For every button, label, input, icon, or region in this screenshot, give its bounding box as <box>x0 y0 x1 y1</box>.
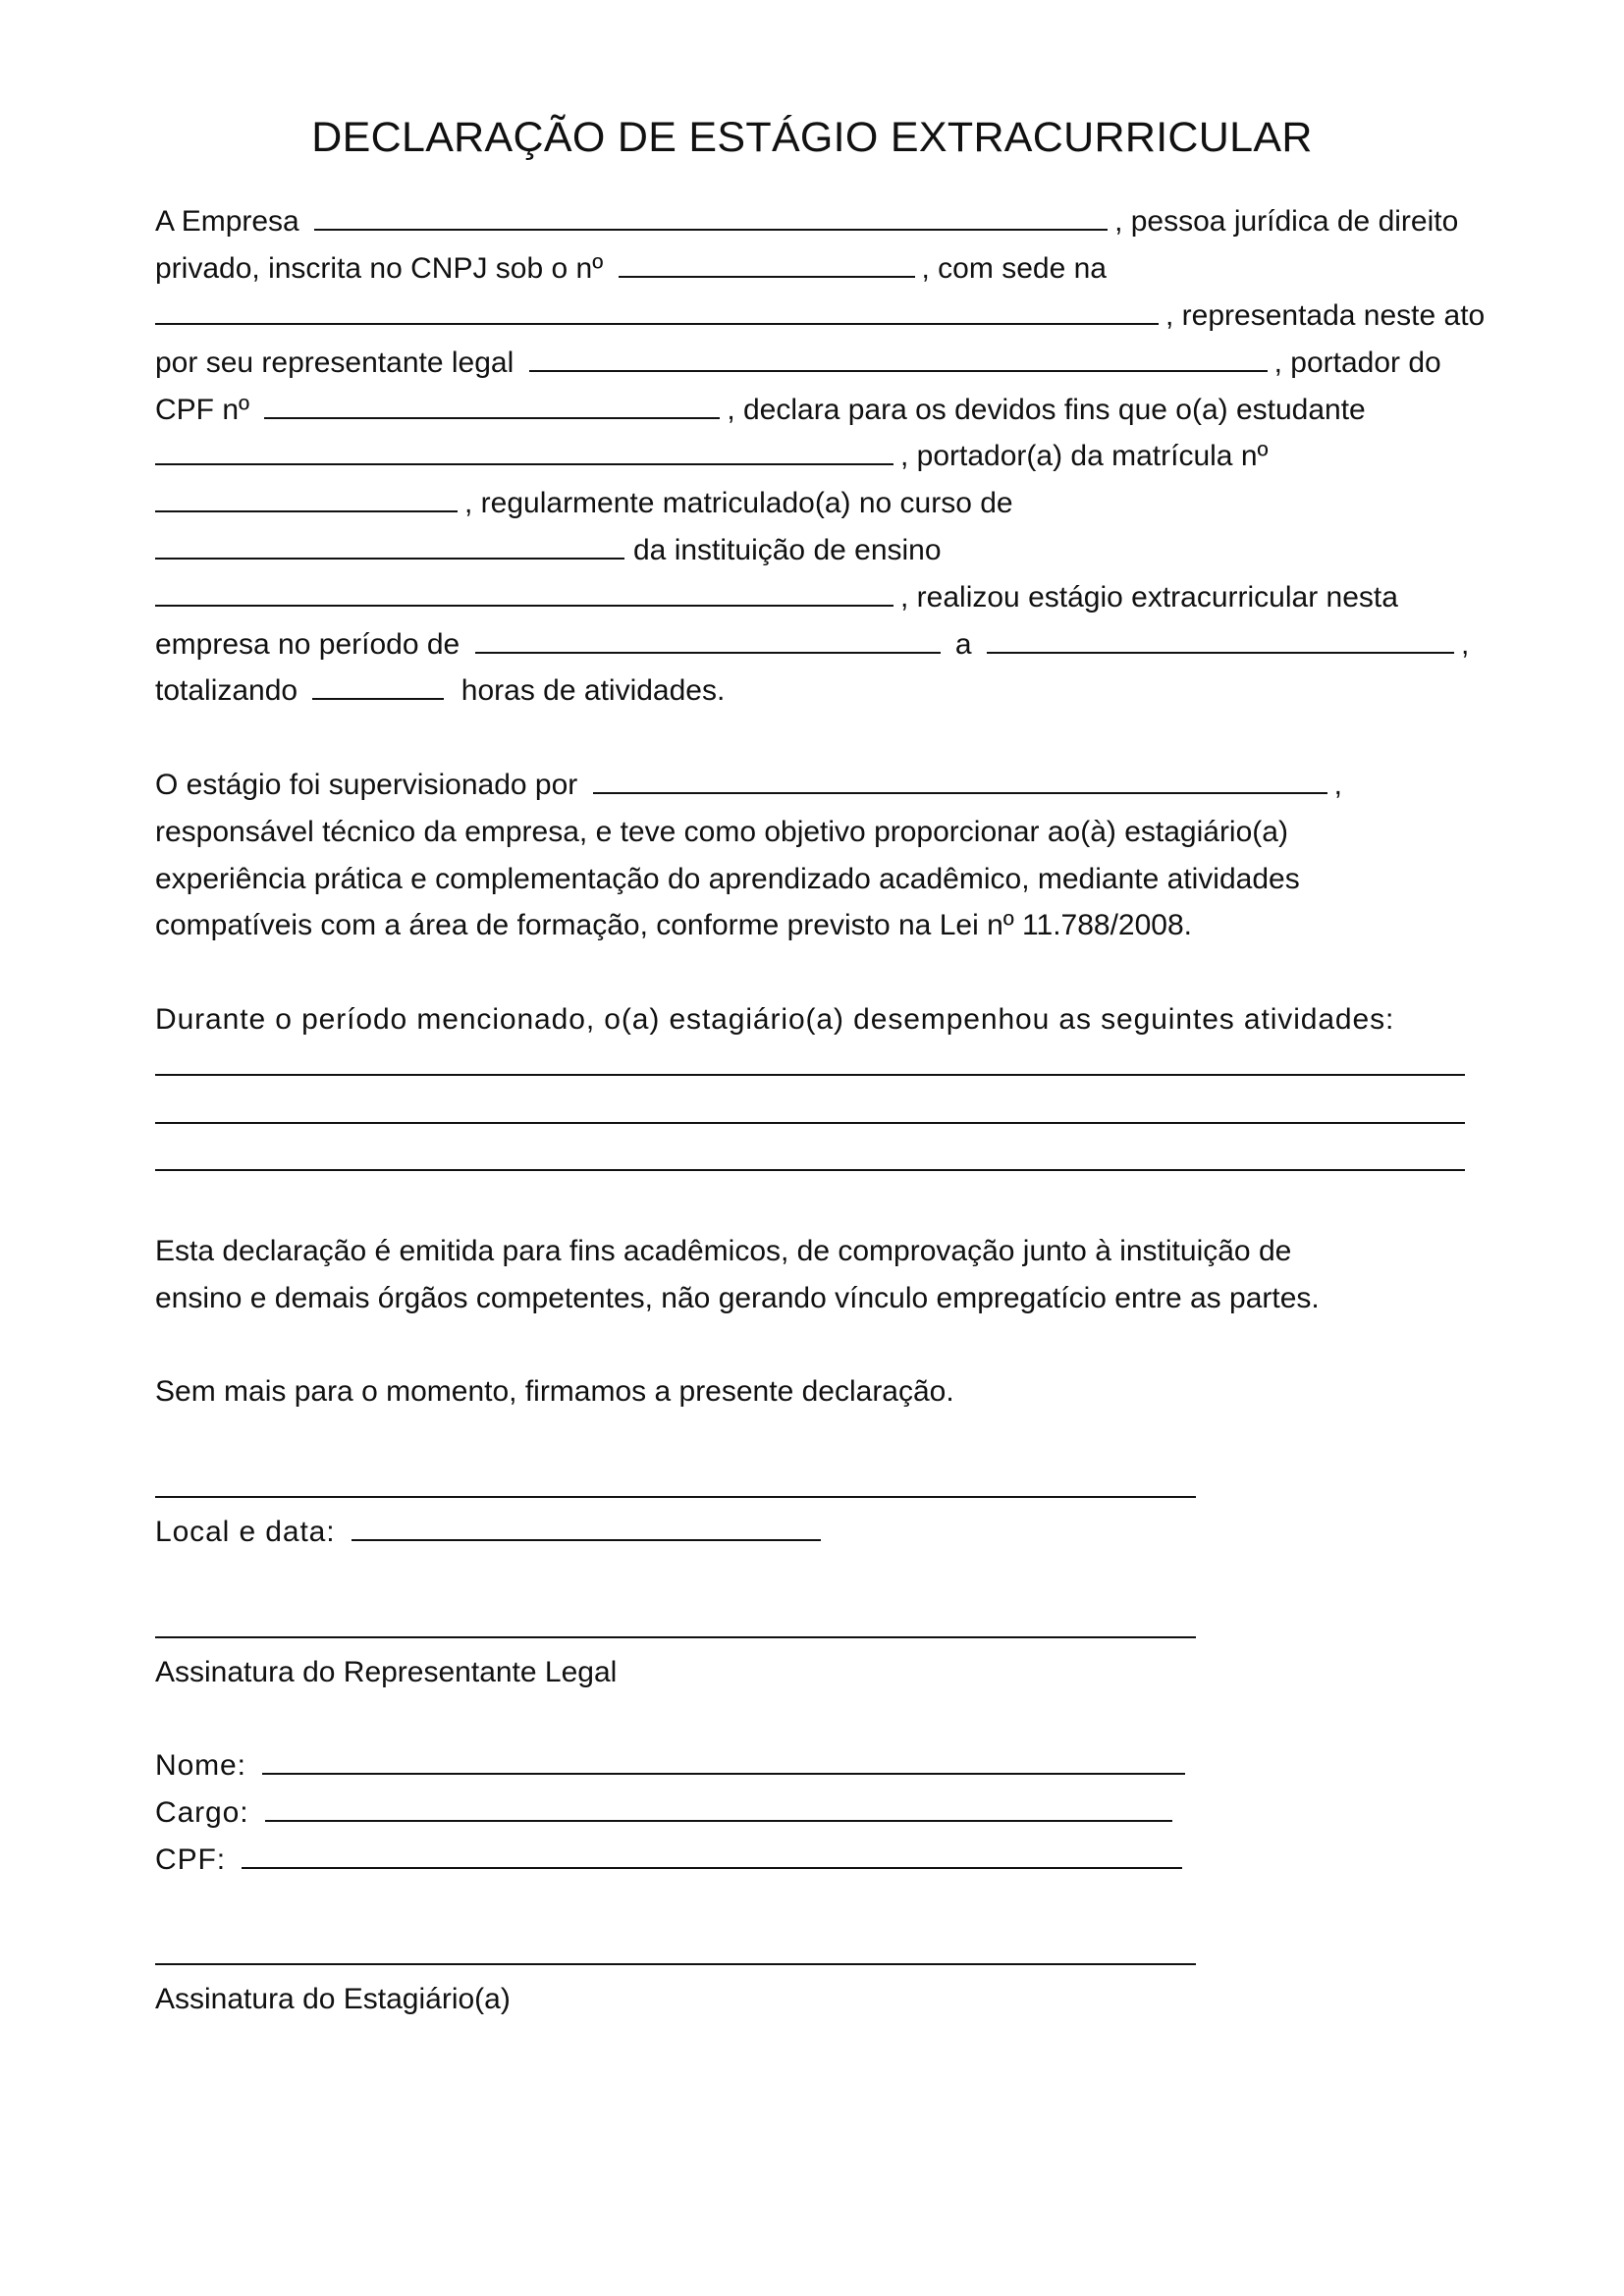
activities-line-1[interactable] <box>155 1074 1465 1076</box>
intro-text: , <box>1460 628 1470 661</box>
cpf-label: CPF: <box>155 1843 226 1876</box>
supervision-line-1 <box>155 768 1342 803</box>
activities-line-3[interactable] <box>155 1169 1465 1171</box>
intro-text: , representada neste ato <box>1165 299 1486 332</box>
intro-text: horas de atividades. <box>460 674 726 707</box>
closing-text: Sem mais para o momento, firmamos a presente declaração. <box>155 1375 954 1408</box>
intro-text: totalizando <box>155 674 298 707</box>
company-name-field[interactable] <box>314 207 1108 231</box>
intro-line-9 <box>155 580 1398 615</box>
legal-representative-field[interactable] <box>529 348 1268 372</box>
intro-line-7 <box>155 486 1013 521</box>
intern-signature-line[interactable] <box>155 1963 1196 1965</box>
supervisor-field[interactable] <box>593 771 1327 794</box>
supervision-text: O estágio foi supervisionado por <box>155 769 578 801</box>
local-data-line <box>155 1515 828 1550</box>
intro-line-1 <box>155 204 1458 240</box>
purpose-line-2: ensino e demais órgãos competentes, não gerando vínculo empregatício entre as partes. <box>155 1282 1320 1314</box>
intro-text: , realizou estágio extracurricular nesta <box>900 581 1398 614</box>
registration-number-field[interactable] <box>155 489 458 512</box>
intro-line-2 <box>155 251 1107 287</box>
intro-text: por seu representante legal <box>155 347 514 379</box>
supervision-text: , <box>1333 769 1342 801</box>
representative-signature-label: Assinatura do Representante Legal <box>155 1656 618 1688</box>
supervision-line-4: compatíveis com a área de formação, conforme previsto na Lei nº 11.788/2008. <box>155 909 1192 941</box>
intro-line-3 <box>155 298 1485 334</box>
intro-text: , regularmente matriculado(a) no curso de <box>464 487 1013 519</box>
supervision-line-3: experiência prática e complementação do aprendizado acadêmico, mediante atividades <box>155 863 1300 895</box>
intro-text: privado, inscrita no CNPJ sob o nº <box>155 252 604 285</box>
document-title: DECLARAÇÃO DE ESTÁGIO EXTRACURRICULAR <box>311 114 1313 161</box>
cargo-line <box>155 1795 1179 1831</box>
period-end-field[interactable] <box>987 630 1454 654</box>
company-address-field[interactable] <box>155 301 1159 325</box>
supervision-line-2: responsável técnico da empresa, e teve como objetivo proporcionar ao(à) estagiário(a) <box>155 816 1288 848</box>
intro-text: , pessoa jurídica de direito <box>1114 205 1459 238</box>
local-data-field[interactable] <box>352 1518 821 1541</box>
representative-signature-line[interactable] <box>155 1636 1196 1638</box>
cpf-field[interactable] <box>242 1845 1182 1869</box>
institution-field[interactable] <box>155 583 893 607</box>
intro-line-4 <box>155 346 1441 381</box>
intern-signature-label: Assinatura do Estagiário(a) <box>155 1983 511 2015</box>
intro-text: empresa no período de <box>155 628 460 661</box>
intro-text: , declara para os devidos fins que o(a) estudante <box>727 394 1366 426</box>
intro-text: , portador do <box>1273 347 1441 379</box>
cpf-line <box>155 1842 1189 1878</box>
activities-line-2[interactable] <box>155 1122 1465 1124</box>
intro-text: a <box>954 628 972 661</box>
purpose-line-1: Esta declaração é emitida para fins acadêmicos, de comprovação junto à instituição de <box>155 1235 1292 1267</box>
representative-cpf-field[interactable] <box>264 396 720 419</box>
intro-text: da instituição de ensino <box>633 534 942 566</box>
intro-line-6 <box>155 439 1268 474</box>
intro-text: , com sede na <box>921 252 1107 285</box>
activities-heading: Durante o período mencionado, o(a) estagiário(a) desempenhou as seguintes atividades: <box>155 1003 1395 1036</box>
course-field[interactable] <box>155 536 624 560</box>
total-hours-field[interactable] <box>312 676 444 700</box>
intro-line-8 <box>155 533 942 568</box>
nome-field[interactable] <box>262 1751 1185 1775</box>
period-start-field[interactable] <box>475 630 941 654</box>
cargo-label: Cargo: <box>155 1796 249 1829</box>
student-name-field[interactable] <box>155 442 893 465</box>
signature-line-top[interactable] <box>155 1496 1196 1498</box>
intro-line-10 <box>155 627 1469 663</box>
intro-text: CPF nº <box>155 394 249 426</box>
cnpj-field[interactable] <box>619 254 915 278</box>
intro-line-5 <box>155 393 1366 428</box>
nome-line <box>155 1748 1192 1784</box>
intro-text: , portador(a) da matrícula nº <box>900 440 1269 472</box>
intro-line-11 <box>155 673 725 709</box>
cargo-field[interactable] <box>265 1798 1172 1822</box>
nome-label: Nome: <box>155 1749 246 1782</box>
local-data-label: Local e data: <box>155 1516 336 1548</box>
intro-text: A Empresa <box>155 205 299 238</box>
